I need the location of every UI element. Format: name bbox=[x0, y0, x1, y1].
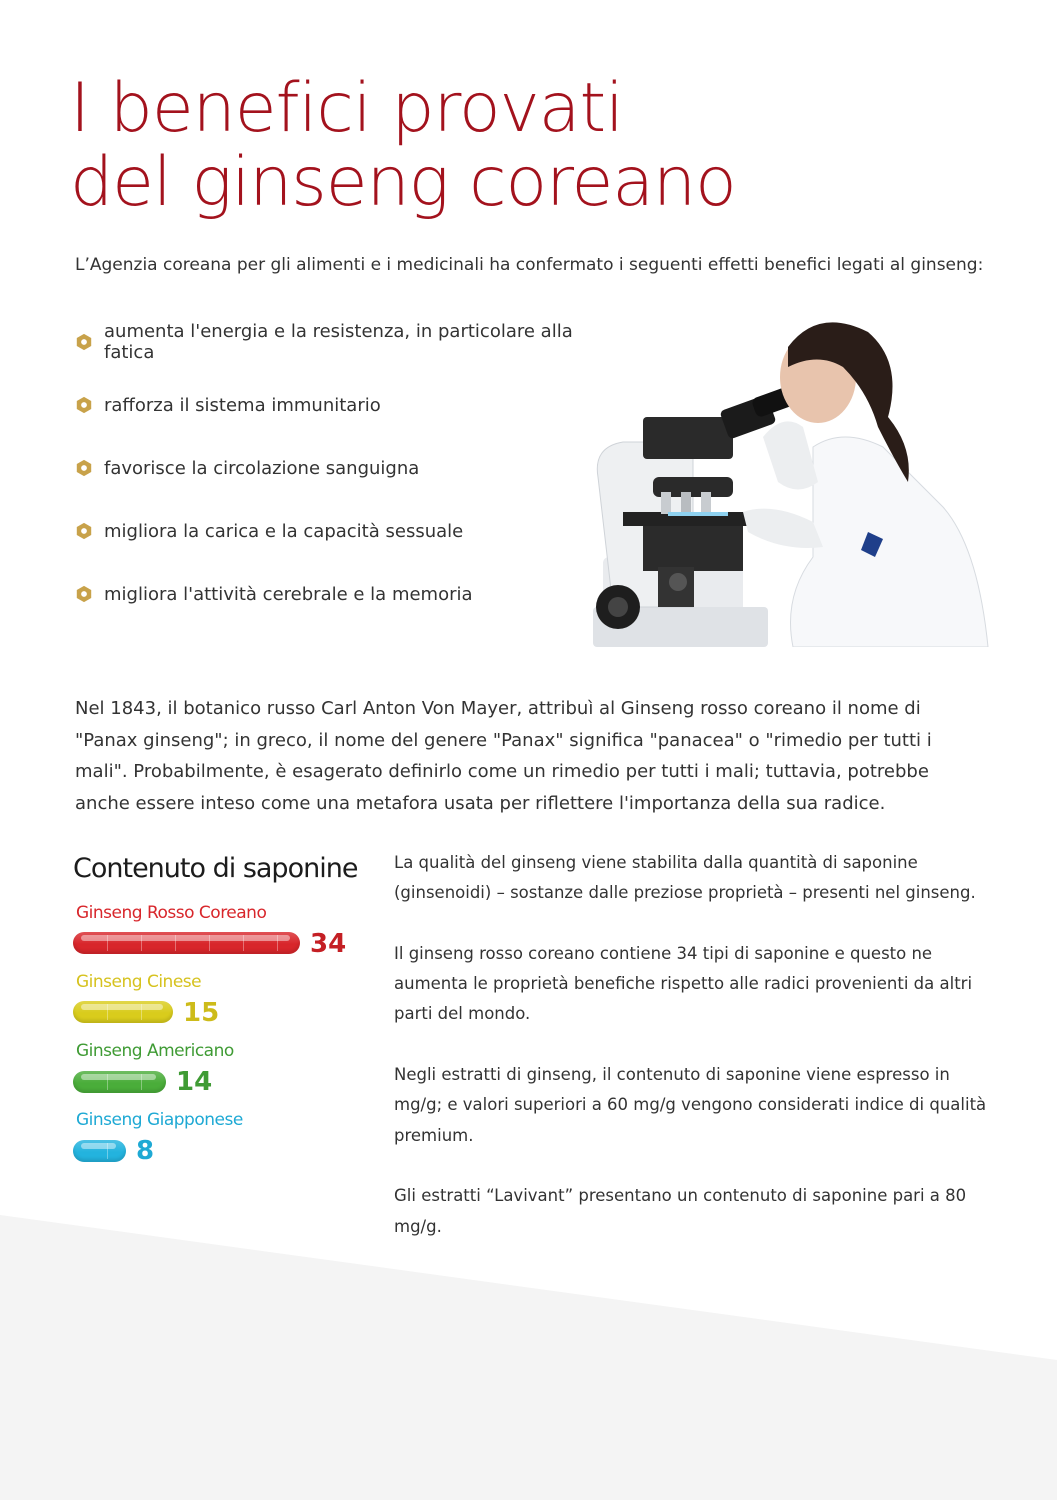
bar bbox=[73, 932, 300, 954]
hexagon-bullet-icon bbox=[75, 459, 93, 477]
details-paragraph: Il ginseng rosso coreano contiene 34 tipi di saponine e questo ne aumenta le proprietà benefiche rispetto alle radici provenienti da altri parti del mondo. bbox=[394, 943, 973, 1024]
details-paragraph: La qualità del ginseng viene stabilita dalla quantità di saponine (ginsenoidi) – sostanze dalle preziose proprietà – presenti nel ginseng. bbox=[394, 853, 976, 903]
bar bbox=[73, 1071, 166, 1093]
bar-value: 15 bbox=[183, 998, 220, 1028]
bar-segment-divider bbox=[243, 935, 244, 951]
bar-label: Ginseng Giapponese bbox=[76, 1110, 243, 1130]
scientist-microscope-photo bbox=[583, 307, 993, 647]
intro-text: L’Agenzia coreana per gli alimenti e i medicinali ha confermato i seguenti effetti benefici legati al ginseng: bbox=[75, 255, 984, 275]
bar-segment-divider bbox=[141, 1074, 142, 1090]
bar-highlight bbox=[81, 1074, 156, 1080]
bar-segment-divider bbox=[175, 935, 176, 951]
bar-segment-divider bbox=[107, 1004, 108, 1020]
title-line-1: I benefici provati bbox=[70, 69, 624, 148]
bar-segment-divider bbox=[107, 1143, 108, 1159]
chart-title: Contenuto di saponine bbox=[73, 853, 358, 884]
bar-segment-divider bbox=[107, 1074, 108, 1090]
bar-value: 14 bbox=[176, 1067, 213, 1097]
benefit-text: migliora l'attività cerebrale e la memoria bbox=[104, 583, 473, 605]
history-paragraph: Nel 1843, il botanico russo Carl Anton Von Mayer, attribuì al Ginseng rosso coreano il nome di "Panax ginseng"; in greco, il nome del genere "Panax" significa "panacea" o "rimedio per tutti i mali". Probabilmente, è esagerato definirlo come un rimedio per tutti i mali; tuttavia, potrebbe anche essere inteso come una metafora usata per riflettere l'importanza della sua radice. bbox=[75, 698, 932, 814]
bar-label: Ginseng Cinese bbox=[76, 972, 202, 992]
title-line-2: del ginseng coreano bbox=[70, 143, 736, 222]
bar bbox=[73, 1140, 126, 1162]
bar-segment-divider bbox=[277, 935, 278, 951]
page-title bbox=[70, 69, 970, 222]
benefit-text: migliora la carica e la capacità sessuale bbox=[104, 520, 464, 542]
bar-value: 8 bbox=[136, 1136, 155, 1166]
bar-segment-divider bbox=[141, 1004, 142, 1020]
benefit-text: favorisce la circolazione sanguigna bbox=[104, 457, 420, 479]
details-text bbox=[394, 848, 994, 1272]
list-item bbox=[75, 579, 595, 609]
bar-highlight bbox=[81, 1143, 116, 1149]
bar-highlight bbox=[81, 935, 290, 941]
bar-segment-divider bbox=[209, 935, 210, 951]
bar-label: Ginseng Americano bbox=[76, 1041, 234, 1061]
list-item bbox=[75, 516, 595, 546]
bar bbox=[73, 1001, 173, 1023]
hexagon-bullet-icon bbox=[75, 333, 93, 351]
bar-segment-divider bbox=[107, 935, 108, 951]
benefit-text: aumenta l'energia e la resistenza, in particolare alla fatica bbox=[104, 321, 573, 363]
bar-label: Ginseng Rosso Coreano bbox=[76, 903, 267, 923]
bar-segment-divider bbox=[141, 935, 142, 951]
hexagon-bullet-icon bbox=[75, 585, 93, 603]
details-paragraph: Gli estratti “Lavivant” presentano un contenuto di saponine pari a 80 mg/g. bbox=[394, 1186, 967, 1236]
details-paragraph: Negli estratti di ginseng, il contenuto di saponine viene espresso in mg/g; e valori superiori a 60 mg/g vengono considerati indice di qualità premium. bbox=[394, 1065, 987, 1145]
hexagon-bullet-icon bbox=[75, 522, 93, 540]
benefits-list bbox=[75, 321, 595, 642]
list-item bbox=[75, 321, 595, 363]
bar-value: 34 bbox=[310, 929, 347, 959]
list-item bbox=[75, 453, 595, 483]
benefit-text: rafforza il sistema immunitario bbox=[104, 394, 381, 416]
bar-highlight bbox=[81, 1004, 163, 1010]
hexagon-bullet-icon bbox=[75, 396, 93, 414]
list-item bbox=[75, 390, 595, 420]
